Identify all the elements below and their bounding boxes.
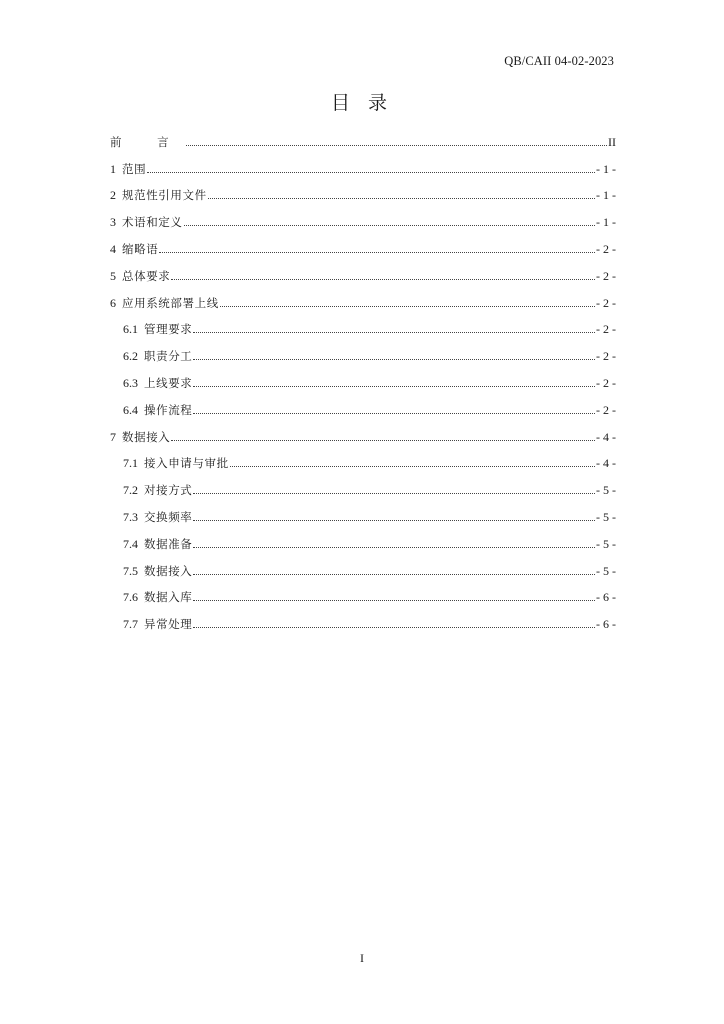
toc-entry[interactable] (110, 177, 616, 204)
toc-entry-label: 总体要求 (122, 268, 171, 283)
toc-entry-label: 术语和定义 (122, 215, 183, 230)
toc-entry-page: - 4 - (596, 456, 616, 471)
toc-entry-page: - 2 - (596, 375, 616, 390)
toc-entry-page: - 5 - (596, 536, 616, 551)
toc-entry-number: 5 (110, 268, 116, 283)
dot-leader (159, 251, 595, 253)
dot-leader (220, 305, 595, 307)
toc-entry[interactable] (110, 203, 616, 230)
toc-entry-page: - 5 - (596, 563, 616, 578)
toc-entry-label: 对接方式 (144, 483, 193, 498)
toc-entry-number: 6 (110, 295, 116, 310)
toc-entry-page: - 6 - (596, 617, 616, 632)
dot-leader (186, 144, 607, 146)
toc-entry-label: 数据接入 (144, 563, 193, 578)
toc-entry[interactable] (110, 230, 616, 257)
toc-entry-number: 6.1 (123, 322, 138, 337)
toc-entry-number: 7.6 (123, 590, 138, 605)
toc-entry-label: 管理要求 (144, 322, 193, 337)
toc-entry-page: - 2 - (596, 349, 616, 364)
toc-entry-label: 上线要求 (144, 375, 193, 390)
toc-entry-label: 范围 (122, 161, 147, 176)
toc-entry-page: - 1 - (596, 188, 616, 203)
toc-entry-number: 6.4 (123, 402, 138, 417)
dot-leader (193, 492, 595, 494)
table-of-contents (110, 123, 616, 632)
toc-entry[interactable] (110, 605, 616, 632)
toc-entry-number: 7.4 (123, 536, 138, 551)
toc-entry-page: II (608, 134, 616, 149)
dot-leader (171, 278, 595, 280)
toc-entry-number: 7.5 (123, 563, 138, 578)
toc-entry-label: 数据准备 (144, 536, 193, 551)
toc-entry[interactable] (110, 471, 616, 498)
dot-leader (171, 439, 595, 441)
toc-entry-label: 交换频率 (144, 509, 193, 524)
toc-entry-label: 操作流程 (144, 402, 193, 417)
toc-entry-label: 接入申请与审批 (144, 456, 229, 471)
toc-entry-page: - 1 - (596, 215, 616, 230)
dot-leader (193, 599, 595, 601)
toc-entry-page: - 2 - (596, 268, 616, 283)
page-number: I (360, 951, 364, 965)
toc-entry-number: 3 (110, 215, 116, 230)
toc-entry-page: - 2 - (596, 402, 616, 417)
dot-leader (208, 197, 595, 199)
toc-entry-label: 前 言 (110, 134, 185, 149)
toc-entry[interactable] (110, 579, 616, 606)
dot-leader (193, 573, 595, 575)
toc-entry-page: - 2 - (596, 322, 616, 337)
toc-entry[interactable] (110, 364, 616, 391)
toc-entry-label: 异常处理 (144, 617, 193, 632)
toc-entry[interactable] (110, 257, 616, 284)
toc-entry[interactable] (110, 391, 616, 418)
toc-entry[interactable] (110, 498, 616, 525)
toc-entry[interactable] (110, 552, 616, 579)
toc-entry-number: 2 (110, 188, 116, 203)
dot-leader (193, 626, 595, 628)
toc-entry-page: - 5 - (596, 509, 616, 524)
toc-entry-label: 缩略语 (122, 241, 159, 256)
toc-entry-number: 1 (110, 161, 116, 176)
toc-entry-label: 应用系统部署上线 (122, 295, 219, 310)
toc-entry-page: - 2 - (596, 241, 616, 256)
toc-entry-page: - 2 - (596, 295, 616, 310)
dot-leader (193, 546, 595, 548)
toc-title: 目 录 (330, 92, 394, 114)
toc-entry-page: - 6 - (596, 590, 616, 605)
toc-entry-number: 6.2 (123, 349, 138, 364)
toc-entry-number: 7.1 (123, 456, 138, 471)
toc-entry-label: 数据接入 (122, 429, 171, 444)
toc-entry[interactable] (110, 525, 616, 552)
toc-entry[interactable] (110, 337, 616, 364)
toc-entry-number: 7.7 (123, 617, 138, 632)
dot-leader (193, 385, 595, 387)
toc-entry-number: 7.2 (123, 483, 138, 498)
toc-entry-number: 6.3 (123, 375, 138, 390)
toc-entry[interactable] (110, 150, 616, 177)
toc-entry-page: - 4 - (596, 429, 616, 444)
toc-entry-number: 7 (110, 429, 116, 444)
toc-entry-page: - 1 - (596, 161, 616, 176)
toc-entry-number: 7.3 (123, 509, 138, 524)
toc-entry[interactable] (110, 311, 616, 338)
dot-leader (184, 224, 596, 226)
dot-leader (193, 412, 595, 414)
toc-entry-number: 4 (110, 241, 116, 256)
dot-leader (193, 519, 595, 521)
toc-entry[interactable] (110, 284, 616, 311)
toc-entry-label: 规范性引用文件 (122, 188, 207, 203)
toc-entry[interactable] (110, 445, 616, 472)
toc-entry-label: 职责分工 (144, 349, 193, 364)
dot-leader (193, 331, 595, 333)
dot-leader (193, 358, 595, 360)
toc-entry-page: - 5 - (596, 483, 616, 498)
document-code: QB/CAII 04-02-2023 (504, 54, 614, 68)
dot-leader (147, 171, 595, 173)
toc-entry-label: 数据入库 (144, 590, 193, 605)
dot-leader (230, 465, 595, 467)
toc-entry[interactable] (110, 418, 616, 445)
toc-entry[interactable] (110, 123, 616, 150)
